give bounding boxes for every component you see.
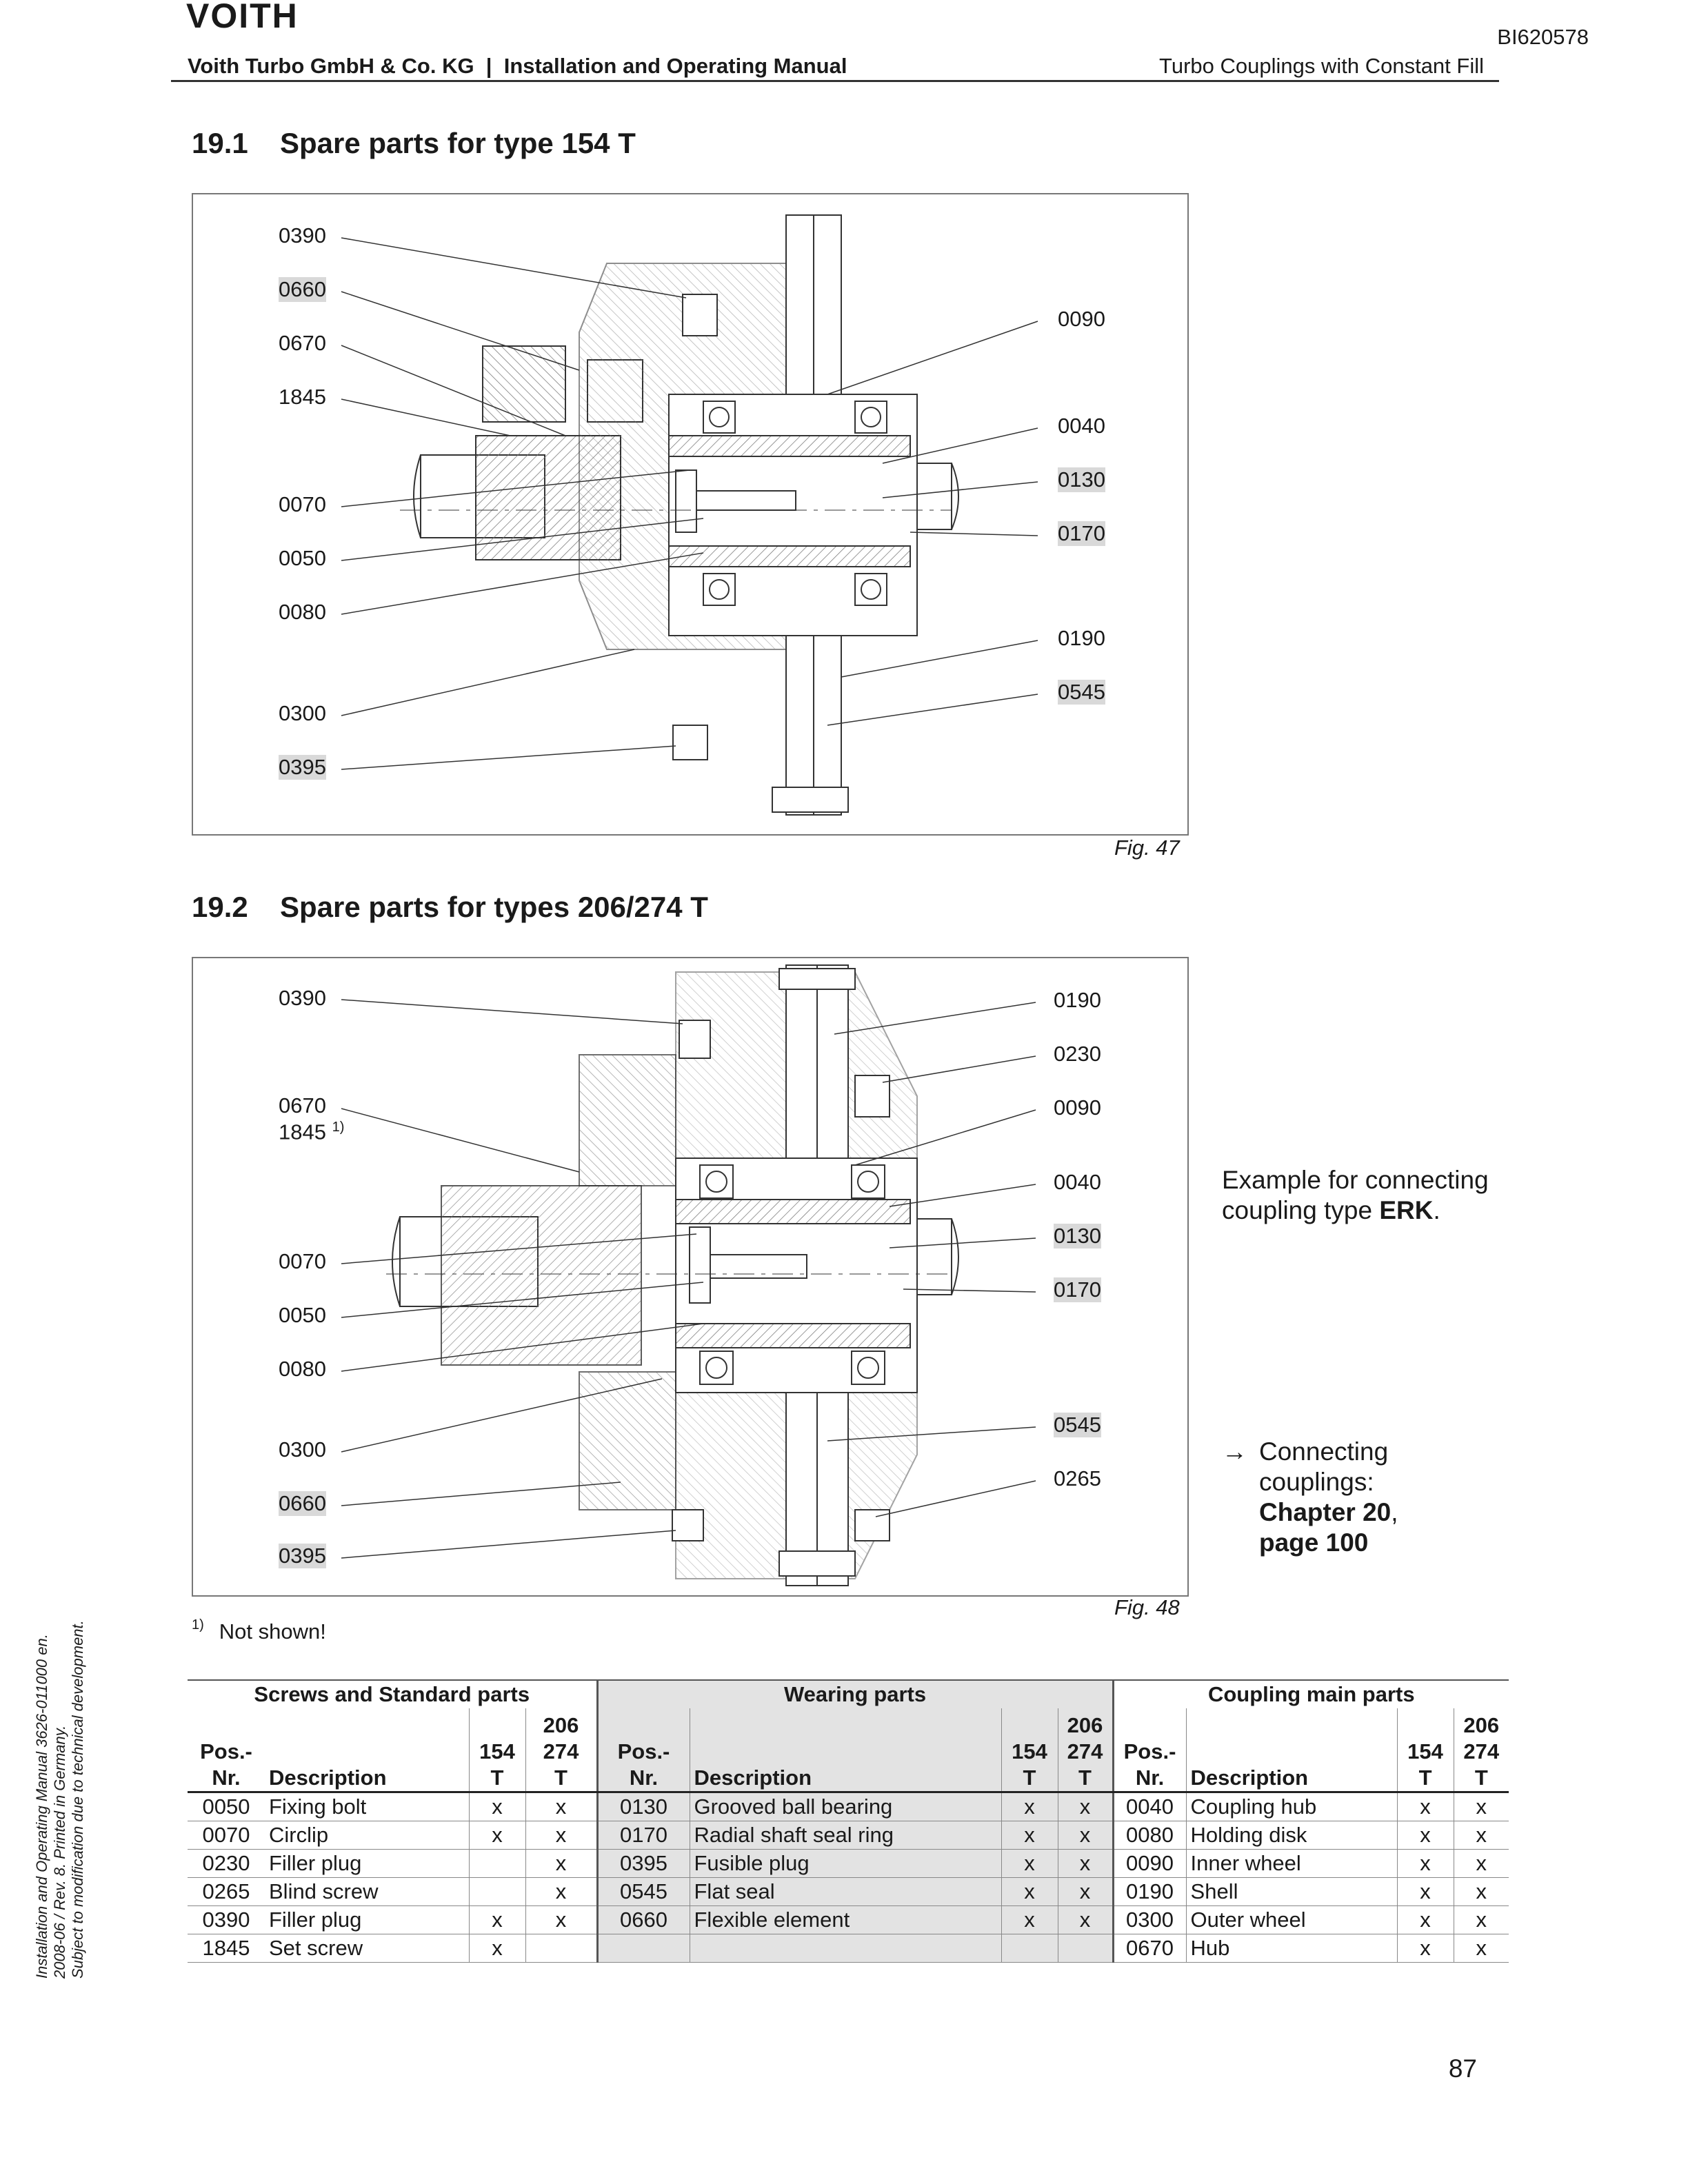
- table-cell-b-pos: 0660: [597, 1906, 690, 1934]
- figure-47-caption: Fig. 47: [1114, 836, 1180, 860]
- table-cell-b-pos: 0170: [597, 1821, 690, 1850]
- table-cell-c-154: x: [1397, 1821, 1454, 1850]
- table-cell-c-206: x: [1454, 1821, 1509, 1850]
- side-line-3: Subject to modification due to technical development.: [69, 1620, 86, 1979]
- table-row: [188, 1850, 1509, 1878]
- callout-1845: [279, 1120, 344, 1144]
- callout-0170: 0170: [1058, 521, 1105, 545]
- table-row: [188, 1878, 1509, 1906]
- table-cell-c-desc: Holding disk: [1186, 1821, 1397, 1850]
- table-cell-a-pos: 0390: [188, 1906, 265, 1934]
- table-cell-a-154: x: [469, 1934, 525, 1963]
- side-line-1: Installation and Operating Manual 3626-011000 en.: [33, 1634, 50, 1979]
- figure-47-drawing: [192, 193, 1189, 836]
- voith-logo: VOITH: [186, 0, 299, 35]
- table-cell-b-desc: Grooved ball bearing: [690, 1792, 1001, 1821]
- link-page[interactable]: page 100: [1259, 1528, 1369, 1557]
- table-row: [188, 1906, 1509, 1934]
- note-end: .: [1433, 1196, 1440, 1224]
- table-cell-c-desc: Outer wheel: [1186, 1906, 1397, 1934]
- callout-0190: 0190: [1054, 988, 1101, 1012]
- table-cell-c-desc: Coupling hub: [1186, 1792, 1397, 1821]
- table-cell-a-154: [469, 1850, 525, 1878]
- footnote-text: Not shown!: [219, 1619, 326, 1644]
- link-chapter[interactable]: Chapter 20: [1259, 1498, 1391, 1526]
- table-cell-a-154: x: [469, 1906, 525, 1934]
- callout-0070: 0070: [279, 1249, 326, 1273]
- table-cell-a-206: [525, 1934, 597, 1963]
- table-cell-a-pos: 0265: [188, 1878, 265, 1906]
- table-cell-b-desc: Flat seal: [690, 1878, 1001, 1906]
- table-cell-a-pos: 0230: [188, 1850, 265, 1878]
- callout-0660: 0660: [279, 277, 326, 301]
- section-19-2-heading: [192, 891, 708, 924]
- callout-0670: 0670: [279, 331, 326, 355]
- callout-0090: 0090: [1058, 307, 1105, 331]
- table-cell-a-desc: Set screw: [265, 1934, 469, 1963]
- table-cell-a-desc: Fixing bolt: [265, 1792, 469, 1821]
- col-pos-nr: Pos.- Nr.: [597, 1708, 690, 1792]
- table-cell-c-desc: Hub: [1186, 1934, 1397, 1963]
- spare-parts-table: [188, 1679, 1509, 1963]
- table-cell-c-154: x: [1397, 1792, 1454, 1821]
- group-wearing-parts: Wearing parts: [597, 1680, 1113, 1708]
- group-coupling-main-parts: Coupling main parts: [1113, 1680, 1509, 1708]
- table-cell-c-pos: 0670: [1113, 1934, 1186, 1963]
- table-cell-a-206: x: [525, 1906, 597, 1934]
- callout-0300: 0300: [279, 701, 326, 725]
- callout-0300: 0300: [279, 1437, 326, 1462]
- table-cell-c-154: x: [1397, 1906, 1454, 1934]
- callout-0070: 0070: [279, 492, 326, 516]
- manual-side-note: [33, 1593, 87, 1979]
- table-cell-c-206: x: [1454, 1934, 1509, 1963]
- coupling-example-note: [1222, 1165, 1498, 1226]
- callout-1845-label: 1845: [279, 1120, 326, 1144]
- callout-0090: 0090: [1054, 1095, 1101, 1120]
- col-description: Description: [265, 1708, 469, 1792]
- col-pos-nr: Pos.- Nr.: [1113, 1708, 1186, 1792]
- table-cell-c-154: x: [1397, 1934, 1454, 1963]
- chapter-link[interactable]: [1222, 1437, 1498, 1558]
- link-comma: ,: [1391, 1498, 1398, 1526]
- callout-0130: 0130: [1054, 1224, 1101, 1248]
- table-cell-a-desc: Filler plug: [265, 1850, 469, 1878]
- arrow-right-icon: →: [1222, 1437, 1247, 1466]
- header-rule: [171, 80, 1499, 82]
- figure-48-caption: Fig. 48: [1114, 1595, 1180, 1619]
- table-cell-a-154: x: [469, 1792, 525, 1821]
- table-cell-a-desc: Filler plug: [265, 1906, 469, 1934]
- header-left-title: Voith Turbo GmbH & Co. KG | Installation and Operating Manual: [188, 54, 847, 78]
- coupling-206-274-drawing: [193, 958, 1187, 1595]
- callout-0190: 0190: [1058, 626, 1105, 650]
- table-cell-c-desc: Inner wheel: [1186, 1850, 1397, 1878]
- table-cell-c-pos: 0040: [1113, 1792, 1186, 1821]
- table-cell-b-desc: [690, 1934, 1001, 1963]
- callout-1845: 1845: [279, 385, 326, 409]
- table-cell-b-206: x: [1058, 1821, 1113, 1850]
- table-cell-c-206: x: [1454, 1792, 1509, 1821]
- table-cell-b-154: x: [1001, 1821, 1058, 1850]
- callout-0660: 0660: [279, 1491, 326, 1515]
- group-screws-standard: Screws and Standard parts: [188, 1680, 597, 1708]
- callout-0395: 0395: [279, 755, 326, 779]
- table-cell-a-206: x: [525, 1821, 597, 1850]
- table-cell-a-desc: Circlip: [265, 1821, 469, 1850]
- section-title: Spare parts for type 154 T: [280, 127, 636, 159]
- table-cell-b-154: x: [1001, 1792, 1058, 1821]
- table-cell-c-206: x: [1454, 1850, 1509, 1878]
- table-cell-b-desc: Fusible plug: [690, 1850, 1001, 1878]
- callout-0670: 0670: [279, 1093, 326, 1118]
- page-number: 87: [1448, 2054, 1477, 2083]
- callout-0050: 0050: [279, 1303, 326, 1327]
- table-cell-c-206: x: [1454, 1906, 1509, 1934]
- col-pos-nr: Pos.- Nr.: [188, 1708, 265, 1792]
- table-cell-a-pos: 0050: [188, 1792, 265, 1821]
- callout-0545: 0545: [1058, 680, 1105, 704]
- callout-0040: 0040: [1058, 414, 1105, 438]
- table-cell-b-154: x: [1001, 1906, 1058, 1934]
- table-cell-b-206: x: [1058, 1906, 1113, 1934]
- table-cell-b-desc: Flexible element: [690, 1906, 1001, 1934]
- section-19-1-heading: [192, 127, 636, 160]
- table-cell-c-pos: 0090: [1113, 1850, 1186, 1878]
- header-right-title: Turbo Couplings with Constant Fill: [1159, 54, 1484, 78]
- table-row: [188, 1792, 1509, 1821]
- table-cell-b-pos: 0395: [597, 1850, 690, 1878]
- table-cell-b-pos: 0130: [597, 1792, 690, 1821]
- table-cell-b-206: x: [1058, 1850, 1113, 1878]
- callout-0395: 0395: [279, 1544, 326, 1568]
- table-cell-b-206: [1058, 1934, 1113, 1963]
- section-number: 19.1: [192, 127, 248, 159]
- table-cell-c-pos: 0080: [1113, 1821, 1186, 1850]
- col-154t: 154 T: [469, 1708, 525, 1792]
- callout-0265: 0265: [1054, 1466, 1101, 1490]
- table-cell-c-154: x: [1397, 1878, 1454, 1906]
- table-cell-a-206: x: [525, 1792, 597, 1821]
- coupling-154-drawing: [193, 194, 1187, 834]
- table-cell-a-pos: 0070: [188, 1821, 265, 1850]
- col-206-274t: 206 274 T: [525, 1708, 597, 1792]
- table-cell-b-desc: Radial shaft seal ring: [690, 1821, 1001, 1850]
- table-row: [188, 1934, 1509, 1963]
- table-cell-a-desc: Blind screw: [265, 1878, 469, 1906]
- table-cell-c-pos: 0300: [1113, 1906, 1186, 1934]
- side-line-2: 2008-06 / Rev. 8. Printed in Germany.: [51, 1725, 68, 1979]
- section-number: 19.2: [192, 891, 248, 923]
- callout-0390: 0390: [279, 986, 326, 1010]
- table-row: [188, 1821, 1509, 1850]
- callout-0170: 0170: [1054, 1277, 1101, 1302]
- callout-0390: 0390: [279, 223, 326, 247]
- table-cell-b-pos: [597, 1934, 690, 1963]
- table-cell-b-154: x: [1001, 1850, 1058, 1878]
- table-cell-a-206: x: [525, 1850, 597, 1878]
- table-cell-b-154: x: [1001, 1878, 1058, 1906]
- callout-0050: 0050: [279, 546, 326, 570]
- callout-0040: 0040: [1054, 1170, 1101, 1194]
- table-cell-c-154: x: [1397, 1850, 1454, 1878]
- col-154t: 154 T: [1397, 1708, 1454, 1792]
- col-154t: 154 T: [1001, 1708, 1058, 1792]
- parts-table-body: [188, 1792, 1509, 1963]
- document-id: BI620578: [1497, 25, 1589, 49]
- section-title: Spare parts for types 206/274 T: [280, 891, 708, 923]
- callout-0130: 0130: [1058, 467, 1105, 492]
- table-cell-a-154: [469, 1878, 525, 1906]
- col-206-274t: 206 274 T: [1454, 1708, 1509, 1792]
- figure-48-drawing: [192, 957, 1189, 1597]
- table-cell-a-pos: 1845: [188, 1934, 265, 1963]
- note-bold: ERK: [1379, 1196, 1434, 1224]
- callout-0545: 0545: [1054, 1413, 1101, 1437]
- table-cell-a-154: x: [469, 1821, 525, 1850]
- note-text: Example for connecting coupling type: [1222, 1166, 1489, 1224]
- callout-0080: 0080: [279, 1357, 326, 1381]
- callout-0080: 0080: [279, 600, 326, 624]
- footnote-mark: 1): [192, 1617, 204, 1632]
- col-206-274t: 206 274 T: [1058, 1708, 1113, 1792]
- col-description: Description: [1186, 1708, 1397, 1792]
- table-cell-c-206: x: [1454, 1878, 1509, 1906]
- table-cell-b-206: x: [1058, 1792, 1113, 1821]
- table-cell-b-206: x: [1058, 1878, 1113, 1906]
- footnote: [192, 1617, 326, 1644]
- table-cell-b-pos: 0545: [597, 1878, 690, 1906]
- table-cell-c-desc: Shell: [1186, 1878, 1397, 1906]
- link-text: Connecting couplings:: [1259, 1437, 1389, 1496]
- table-cell-b-154: [1001, 1934, 1058, 1963]
- table-cell-c-pos: 0190: [1113, 1878, 1186, 1906]
- callout-0230: 0230: [1054, 1042, 1101, 1066]
- footnote-reference: 1): [332, 1120, 345, 1135]
- table-cell-a-206: x: [525, 1878, 597, 1906]
- col-description: Description: [690, 1708, 1001, 1792]
